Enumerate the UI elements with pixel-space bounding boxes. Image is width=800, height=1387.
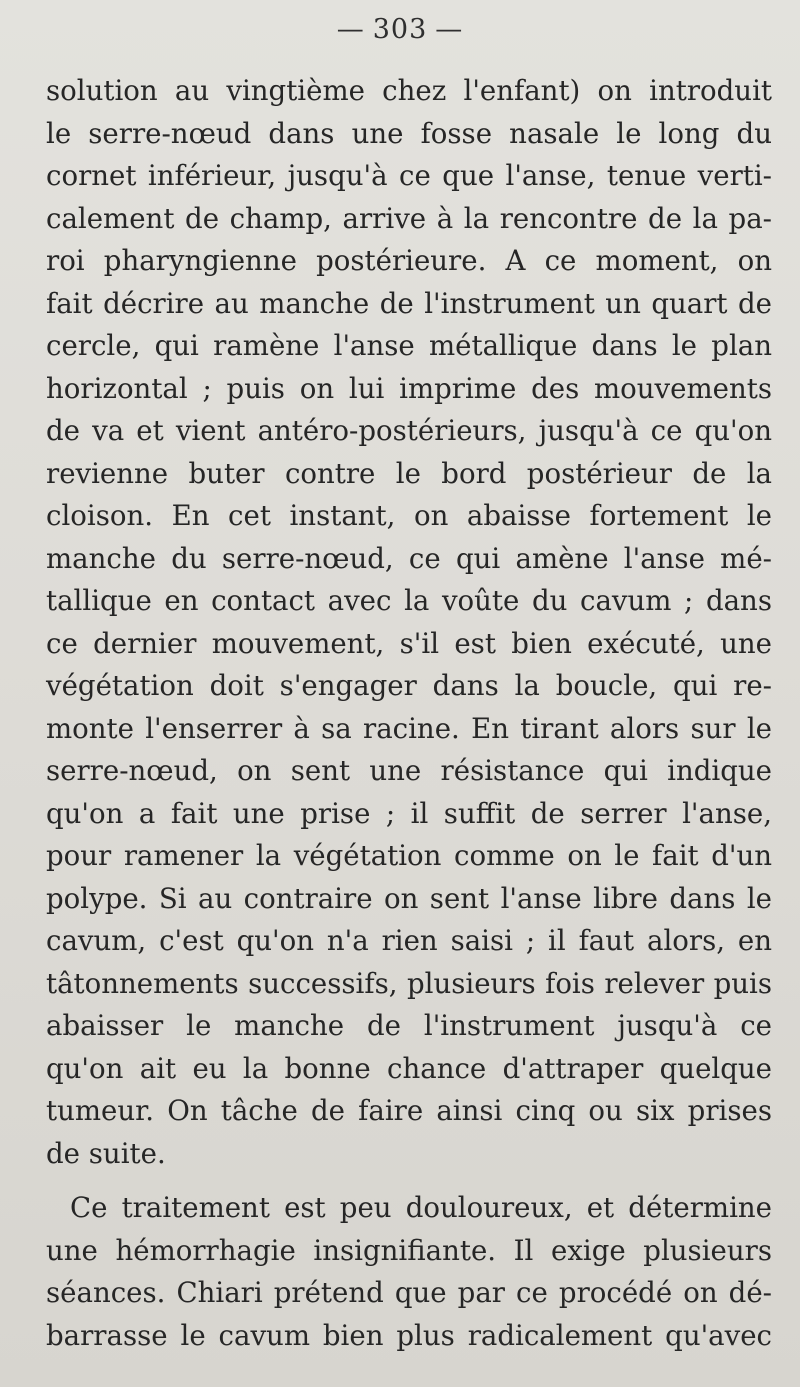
text-line: le serre-nœud dans une fosse nasale le long du <box>46 116 772 150</box>
text-line: cloison. En cet instant, on abaisse fortement le <box>46 499 772 532</box>
text-line: manche du serre-nœud, ce qui amène l'anse mé- <box>46 541 772 575</box>
text-line: tumeur. On tâche de faire ainsi cinq ou six prises <box>46 1094 772 1127</box>
dash-left: — <box>336 14 365 45</box>
text-line: cornet inférieur, jusqu'à ce que l'anse, tenue verti- <box>46 159 772 192</box>
paragraph-1 <box>46 70 772 1175</box>
text-line: une hémorrhagie insignifiante. Il exige plusieurs <box>46 1233 772 1267</box>
page-number-header <box>0 14 800 45</box>
dash-right: — <box>435 14 464 45</box>
text-line: revienne buter contre le bord postérieur de la <box>46 456 772 490</box>
text-line: Ce traitement est peu douloureux, et détermine <box>70 1191 772 1224</box>
text-line: monte l'enserrer à sa racine. En tirant alors sur le <box>46 711 772 745</box>
text-line: barrasse le cavum bien plus radicalement qu'avec <box>46 1318 772 1352</box>
text-line: serre-nœud, on sent une résistance qui indique <box>46 754 772 787</box>
body-text <box>46 70 772 1357</box>
paragraph-2 <box>46 1187 772 1357</box>
text-line: polype. Si au contraire on sent l'anse libre dans le <box>46 881 772 915</box>
text-line: qu'on a fait une prise ; il suffit de serrer l'anse, <box>46 796 772 830</box>
text-line: ce dernier mouvement, s'il est bien exécuté, une <box>46 626 772 660</box>
text-line: cavum, c'est qu'on n'a rien saisi ; il faut alors, en <box>46 924 772 957</box>
text-line: abaisser le manche de l'instrument jusqu'à ce <box>46 1009 772 1042</box>
text-line: de va et vient antéro-postérieurs, jusqu'à ce qu'on <box>46 414 772 447</box>
text-line: de suite. <box>46 1136 166 1170</box>
text-line: horizontal ; puis on lui imprime des mouvements <box>46 371 772 405</box>
text-line: fait décrire au manche de l'instrument un quart de <box>46 286 772 320</box>
page-number: 303 <box>372 14 428 45</box>
text-line: solution au vingtième chez l'enfant) on introduit <box>46 74 772 107</box>
text-line: végétation doit s'engager dans la boucle, qui re- <box>46 669 772 702</box>
text-line: calement de champ, arrive à la rencontre de la pa- <box>46 201 772 235</box>
text-line: cercle, qui ramène l'anse métallique dans le plan <box>46 329 772 362</box>
text-line: tallique en contact avec la voûte du cavum ; dans <box>46 584 772 617</box>
text-line: pour ramener la végétation comme on le fait d'un <box>46 839 772 872</box>
paragraph-gap <box>46 1175 772 1187</box>
text-line: qu'on ait eu la bonne chance d'attraper quelque <box>46 1051 772 1085</box>
text-line: séances. Chiari prétend que par ce procédé on dé- <box>46 1276 772 1309</box>
text-line: roi pharyngienne postérieure. A ce moment, on <box>46 244 772 277</box>
text-line: tâtonnements successifs, plusieurs fois relever puis <box>46 966 772 1000</box>
